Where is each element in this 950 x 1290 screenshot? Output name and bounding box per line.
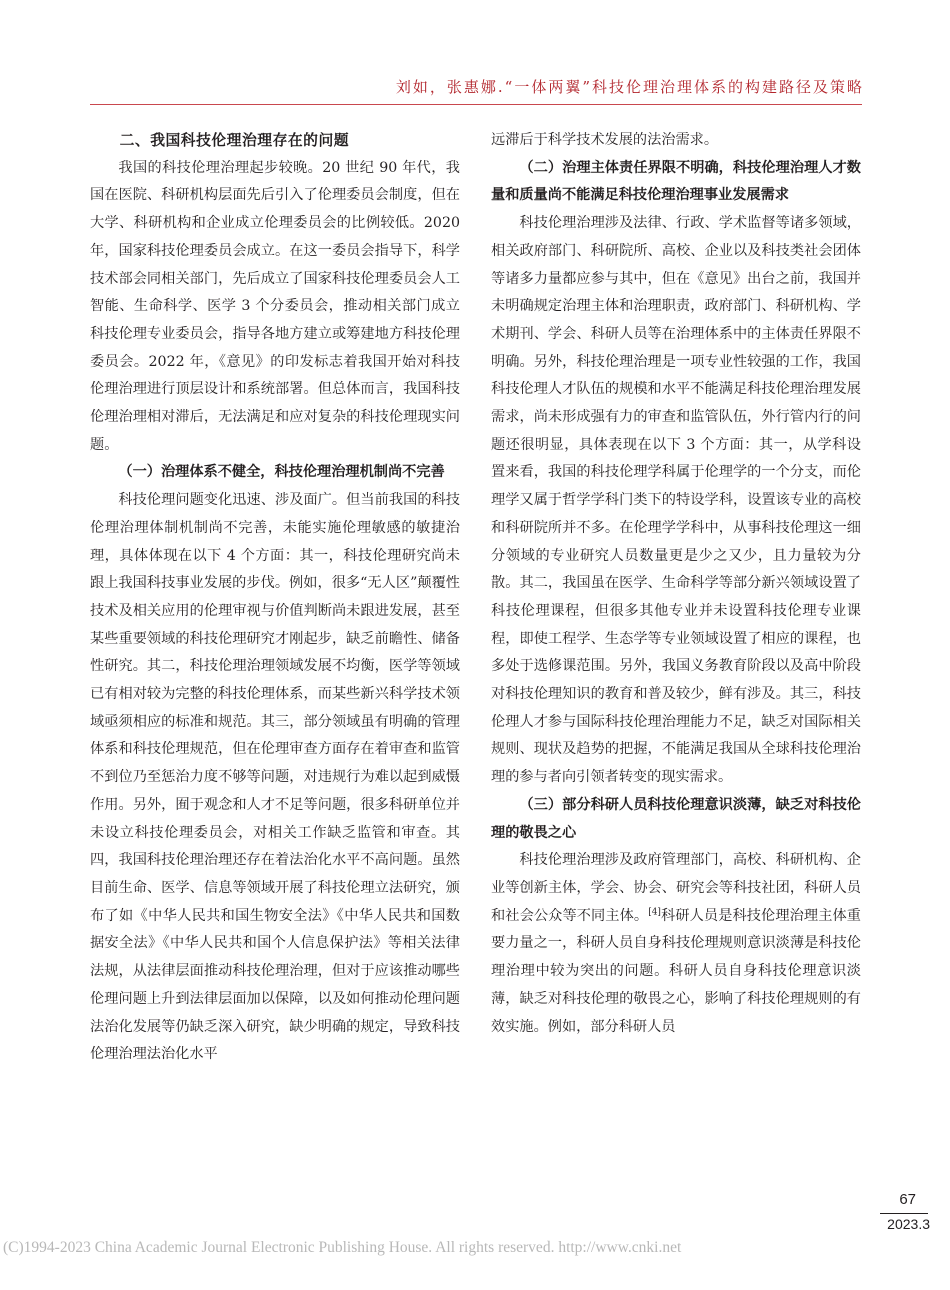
paragraph: 科技伦理治理涉及法律、行政、学术监督等诸多领域，相关政府部门、科研院所、高校、企业以及科技类社会团体等诸多力量都应参与其中，但在《意见》出台之前，我国并未明确规定治理主体和治理职责，政府部门、科研机构、学术期刊、学会、科研人员等在治理体系中的主体责任界限不明确。另外，科技伦理治理是一项专业性较强的工作，我国科技伦理人才队伍的规模和水平不能满足科技伦理治理发展需求，尚未形成强有力的审查和监管队伍，外行管内行的问题还很明显，具体表现在以下 3 个方面：其一，从学科设置来看，我国的科技伦理学科属于伦理学的一个分支，而伦理学又属于哲学学科门类下的特设学科，设置该专业的高校和科研院所并不多。在伦理学学科中，从事科技伦理这一细分领域的专业研究人员数量更是少之又少，且力量较为分散。其二，我国虽在医学、生命科学等部分新兴领域设置了科技伦理课程，但很多其他专业并未设置科技伦理专业课程，即使工程学、生态学等专业领域设置了相应的课程，也多处于选修课范围。另外，我国义务教育阶段以及高中阶段对科技伦理知识的教育和普及较少，鲜有涉及。其三，科技伦理人才参与国际科技伦理治理能力不足，缺乏对国际相关规则、现状及趋势的把握，不能满足我国从全球科技伦理治理的参与者向引领者转变的现实需求。 — [491, 215, 861, 786]
page-number: 67 — [899, 1191, 916, 1208]
footer-divider — [880, 1213, 928, 1214]
paragraph: 我国的科技伦理治理起步较晚。20 世纪 90 年代，我国在医院、科研机构层面先后引入了伦理委员会制度，但在大学、科研机构和企业成立伦理委员会的比例较低。2020 年，国家科技伦理委员会成立。在这一委员会指导下，科学技术部会同相关部门，先后成立了国家科技伦理委员会人工智能、生命科学、医学 3 个分委员会，推动相关部门成立科技伦理专业委员会，指导各地方建立或筹建地方科技伦理委员会。2022 年，《意见》的印发标志着我国开始对科技伦理治理进行顶层设计和系统部署。但总体而言，我国科技伦理治理相对滞后，无法满足和应对复杂的科技伦理现实问题。 — [90, 159, 460, 453]
subheading: （二）治理主体责任界限不明确，科技伦理治理人才数量和质量尚不能满足科技伦理治理事业发展需求 — [491, 159, 861, 204]
right-column — [491, 127, 861, 1041]
running-header: 刘如，张惠娜.“一体两翼”科技伦理治理体系的构建路径及策略 — [395, 78, 864, 96]
section-title: 二、我国科技伦理治理存在的问题 — [119, 132, 350, 149]
paragraph: 科技伦理问题变化迅速、涉及面广。但当前我国的科技伦理治理体制机制尚不完善，未能实施伦理敏感的敏捷治理，具体体现在以下 4 个方面：其一，科技伦理研究尚未跟上我国科技事业发展的步伐。例如，很多“无人区”颠覆性技术及相关应用的伦理审视与价值判断尚未跟进发展，甚至某些重要领域的科技伦理研究才刚起步，缺乏前瞻性、储备性研究。其二，科技伦理治理领域发展不均衡，医学等领域已有相对较为完整的科技伦理体系，而某些新兴科学技术领域亟须相应的标准和规范。其三，部分领域虽有明确的管理体系和科技伦理规范，但在伦理审查方面存在着审查和监管不到位乃至惩治力度不够等问题，对违规行为难以起到威慑作用。另外，囿于观念和人才不足等问题，很多科研单位并未设立科技伦理委员会，对相关工作缺乏监管和审查。其四，我国科技伦理治理还存在着法治化水平不高问题。虽然目前生命、医学、信息等领域开展了科技伦理立法研究，颁布了如《中华人民共和国生物安全法》《中华人民共和国数据安全法》《中华人民共和国个人信息保护法》等相关法律法规，从法律层面推动科技伦理治理，但对于应该推动哪些伦理问题上升到法律层面加以保障，以及如何推动伦理问题法治化发展等仍缺乏深入研究，缺少明确的规定，导致科技伦理治理法治化水平 — [90, 492, 460, 1063]
copyright-watermark: (C)1994-2023 China Academic Journal Electronic Publishing House. All rights reserved. http://www.cnki.net — [3, 1239, 682, 1256]
paragraph-continuation: 远滞后于科学技术发展的法治需求。 — [491, 132, 719, 148]
subheading: （三）部分科研人员科技伦理意识淡薄，缺乏对科技伦理的敬畏之心 — [491, 796, 861, 841]
header-divider — [90, 104, 862, 105]
issue-date: 2023.3 — [887, 1216, 930, 1232]
paragraph-text: 科研人员是科技伦理治理主体重要力量之一，科研人员自身科技伦理规则意识淡薄是科技伦理治理中较为突出的问题。科研人员自身科技伦理意识淡薄，缺乏对科技伦理的敬畏之心，影响了科技伦理规则的有效实施。例如，部分科研人员 — [491, 907, 861, 1035]
left-column — [90, 127, 460, 1069]
paragraph-text: 科技伦理治理涉及政府管理部门，高校、科研机构、企业等创新主体，学会、协会、研究会等科技社团，科研人员和社会公众等不同主体。 — [491, 852, 861, 924]
subheading: （一）治理体系不健全，科技伦理治理机制尚不完善 — [118, 464, 445, 481]
paragraph — [491, 847, 861, 1041]
citation-ref[interactable]: [4] — [648, 906, 661, 917]
